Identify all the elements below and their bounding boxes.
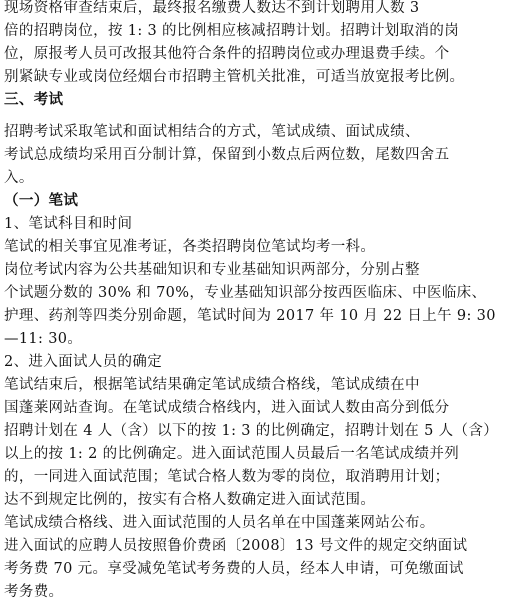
subsection-heading: （一）笔试 [4,192,79,209]
item-heading: 1、笔试科目和时间 [4,216,133,232]
paragraph-line: 以上的按 1: 2 的比例确定。进入面试范围人员最后一名笔试成绩并列 [4,446,460,462]
paragraph-line: 招聘考试采取笔试和面试相结合的方式，笔试成绩、面试成绩、 [4,124,420,140]
paragraph-line: 达不到规定比例的，按实有合格人数确定进入面试范围。 [4,492,376,508]
paragraph-line: 位，原报考人员可改报其他符合条件的招聘岗位或办理退费手续。个 [4,46,450,62]
document-page [4,0,528,605]
paragraph-line: 笔试结束后，根据笔试结果确定笔试成绩合格线，笔试成绩在中 [4,377,420,393]
paragraph-line: 国蓬莱网站查询。在笔试成绩合格线内，进入面试人数由高分到低分 [4,400,450,416]
paragraph-line: 入。 [4,170,34,186]
paragraph-line: 考试总成绩均采用百分制计算，保留到小数点后两位数，尾数四舍五 [4,147,450,163]
paragraph-line: 倍的招聘岗位，按 1: 3 的比例相应核减招聘计划。招聘计划取消的岗 [4,23,460,39]
paragraph-line: —11: 30。 [4,331,83,347]
paragraph-line: 别紧缺专业或岗位经烟台市招聘主管机关批准，可适当放宽报考比例。 [4,69,465,85]
paragraph-line: 岗位考试内容为公共基础知识和专业基础知识两部分，分别占整 [4,262,420,278]
section-heading: 三、考试 [4,91,64,108]
paragraph-line: 笔试成绩合格线、进入面试范围的人员名单在中国蓬莱网站公布。 [4,515,435,531]
item-heading: 2、进入面试人员的确定 [4,354,163,370]
paragraph-line: 的，一同进入面试范围；笔试合格人数为零的岗位，取消聘用计划； [4,469,450,485]
paragraph-line: 考务费。 [4,584,64,600]
paragraph-line: 护理、药剂等四类分别命题，笔试时间为 2017 年 10 月 22 日上午 9: 30 [4,308,496,324]
paragraph-line: 现场资格审查结束后，最终报名缴费人数达不到计划聘用人数 3 [4,0,420,16]
paragraph-line: 个试题分数的 30% 和 70%，专业基础知识部分按西医临床、中医临床、 [4,285,487,301]
paragraph-line: 进入面试的应聘人员按照鲁价费函〔2008〕13 号文件的规定交纳面试 [4,538,468,554]
paragraph-line: 考务费 70 元。享受减免笔试考务费的人员，经本人申请，可免缴面试 [4,561,464,577]
paragraph-line: 笔试的相关事宜见准考证，各类招聘岗位笔试均考一科。 [4,239,376,255]
paragraph-line: 招聘计划在 4 人（含）以下的按 1: 3 的比例确定，招聘计划在 5 人（含） [4,423,499,439]
